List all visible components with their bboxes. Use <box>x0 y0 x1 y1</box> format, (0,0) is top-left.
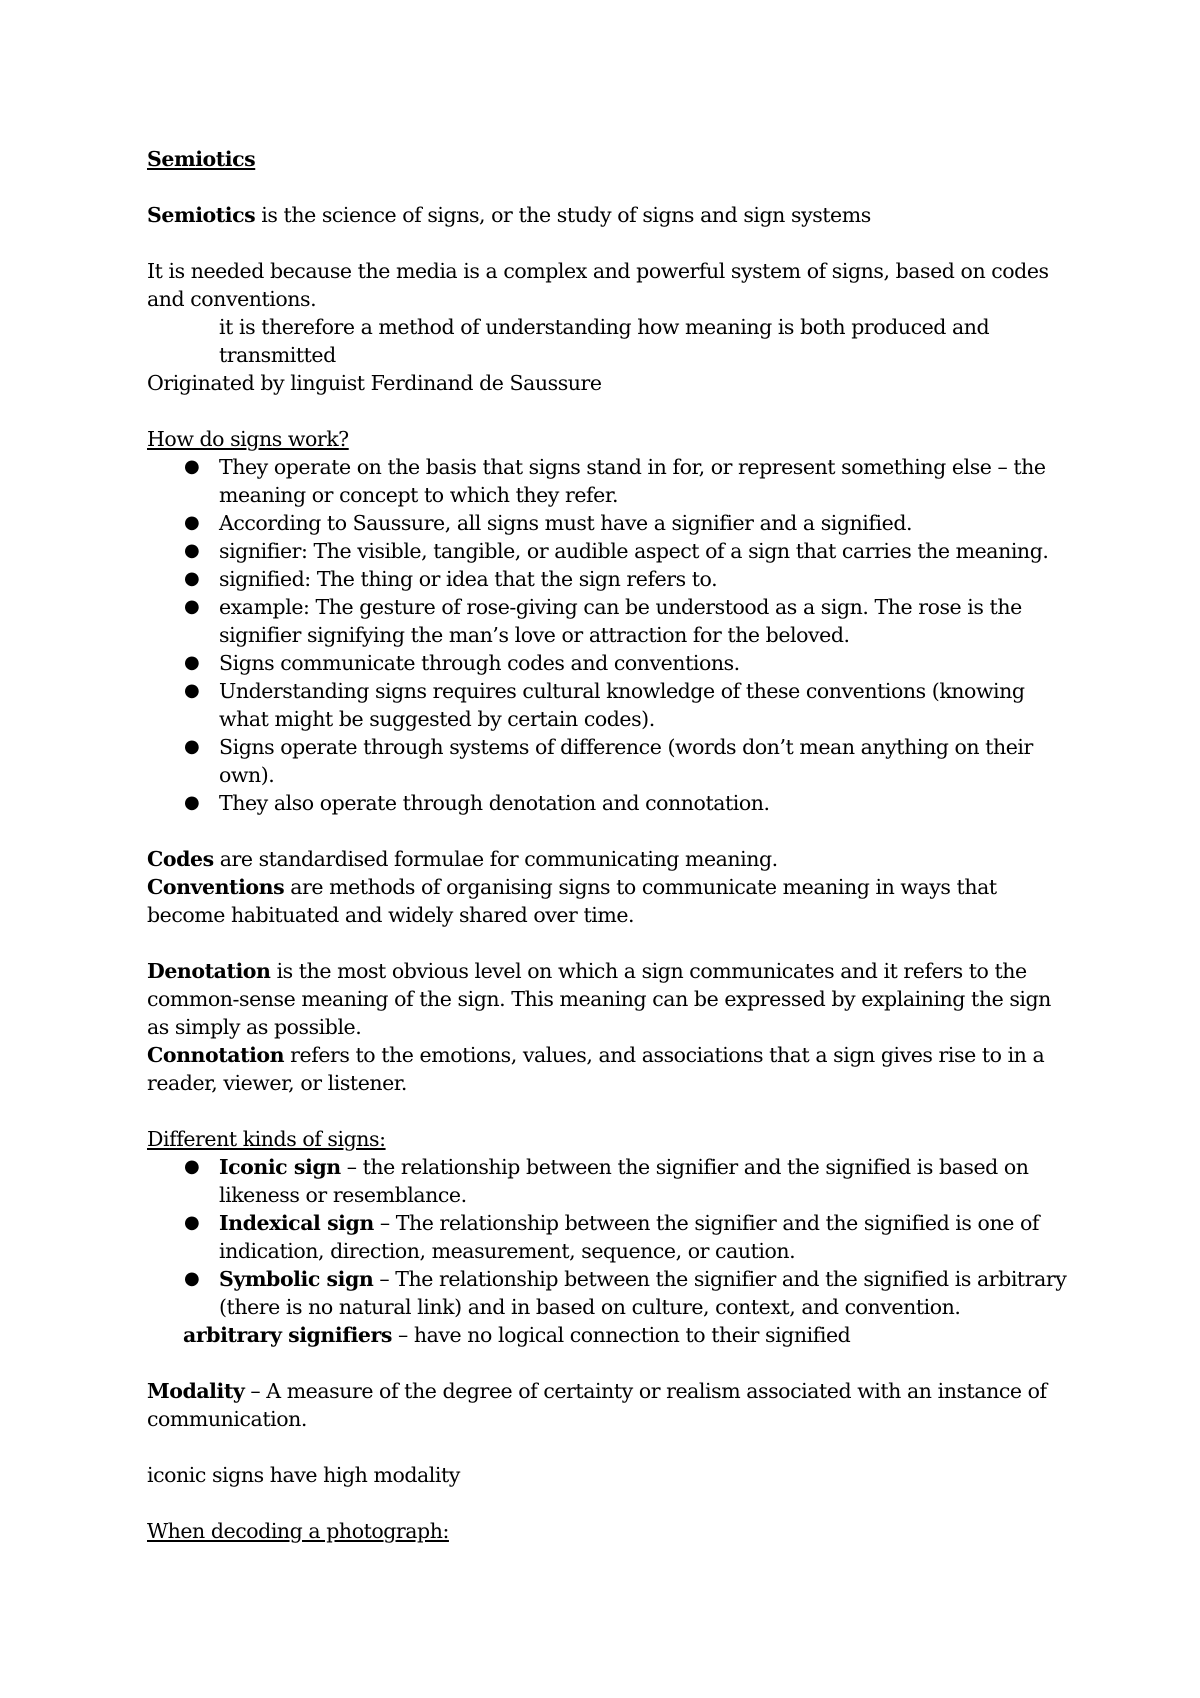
denotation-term: Denotation <box>147 959 271 983</box>
semiotics-definition <box>147 201 1067 229</box>
how-signs-work-list <box>147 453 1067 817</box>
connotation-term: Connotation <box>147 1043 285 1067</box>
kinds-of-signs-list <box>147 1153 1067 1321</box>
bullet-icon: ● <box>184 540 200 561</box>
bullet-icon: ● <box>184 652 200 673</box>
arbitrary-signifiers-note <box>147 1321 1067 1349</box>
modality-definition <box>147 1377 1067 1433</box>
bullet-icon: ● <box>184 792 200 813</box>
document-page <box>147 145 1067 1545</box>
list-item: ● example: The gesture of rose-giving can be understood as a sign. The rose is the signifier signifying the man’s love or attraction for the beloved. <box>184 595 1022 647</box>
intro-paragraph: It is needed because the media is a complex and powerful system of signs, based on codes and conventions. <box>147 259 1049 311</box>
how-signs-work-heading: How do signs work? <box>147 427 349 451</box>
denotation-definition <box>147 957 1067 1041</box>
intro-origin: Originated by linguist Ferdinand de Saussure <box>147 371 602 395</box>
conventions-term: Conventions <box>147 875 285 899</box>
photograph-heading: When decoding a photograph: <box>147 1519 449 1543</box>
list-item: ● Understanding signs requires cultural knowledge of these conventions (knowing what might be suggested by certain codes). <box>184 679 1025 731</box>
list-item: ● Iconic sign – the relationship between the signifier and the signified is based on likeness or resemblance. <box>184 1155 1029 1207</box>
bullet-icon: ● <box>184 736 200 757</box>
arbitrary-term: arbitrary signifiers <box>183 1323 392 1347</box>
list-item: ● They also operate through denotation and connotation. <box>184 791 770 815</box>
definition-text: is the science of signs, or the study of signs and sign systems <box>255 203 871 227</box>
intro-indented: it is therefore a method of understanding how meaning is both produced and transmitted <box>219 315 990 367</box>
list-item: ● signified: The thing or idea that the sign refers to. <box>184 567 718 591</box>
bullet-icon: ● <box>184 512 200 533</box>
bullet-icon: ● <box>184 1268 200 1289</box>
conventions-definition <box>147 873 1067 929</box>
list-item: ● Signs operate through systems of difference (words don’t mean anything on their own). <box>184 735 1033 787</box>
bullet-icon: ● <box>184 1212 200 1233</box>
codes-definition <box>147 845 1067 873</box>
list-item: ● They operate on the basis that signs stand in for, or represent something else – the meaning or concept to which they refer. <box>184 455 1046 507</box>
modality-term: Modality <box>147 1379 245 1403</box>
bullet-icon: ● <box>184 456 200 477</box>
list-item: ● According to Saussure, all signs must have a signifier and a signified. <box>184 511 913 535</box>
definition-term: Semiotics <box>147 203 256 227</box>
arbitrary-text: – have no logical connection to their signified <box>391 1323 851 1347</box>
bullet-icon: ● <box>184 596 200 617</box>
connotation-text: refers to the emotions, values, and associations that a sign gives rise to in a reader, viewer, or listener. <box>147 1043 1045 1095</box>
list-item: ● Signs communicate through codes and conventions. <box>184 651 740 675</box>
modality-text: – A measure of the degree of certainty or realism associated with an instance of communication. <box>147 1379 1047 1431</box>
list-item: ● Symbolic sign – The relationship between the signifier and the signified is arbitrary (there is no natural link) and in based on culture, context, and convention. <box>184 1267 1067 1319</box>
conventions-text: are methods of organising signs to communicate meaning in ways that become habituated and widely shared over time. <box>147 875 997 927</box>
connotation-definition <box>147 1041 1067 1097</box>
list-item: ● Indexical sign – The relationship between the signifier and the signified is one of indication, direction, measurement, sequence, or caution. <box>184 1211 1039 1263</box>
denotation-text: is the most obvious level on which a sign communicates and it refers to the common-sense meaning of the sign. This meaning can be expressed by explaining the sign as simply as possible. <box>147 959 1051 1039</box>
list-item: ● signifier: The visible, tangible, or audible aspect of a sign that carries the meaning. <box>184 539 1049 563</box>
codes-term: Codes <box>147 847 214 871</box>
kinds-of-signs-heading: Different kinds of signs: <box>147 1127 386 1151</box>
page-title: Semiotics <box>147 147 256 171</box>
bullet-icon: ● <box>184 568 200 589</box>
codes-text: are standardised formulae for communicating meaning. <box>213 847 778 871</box>
bullet-icon: ● <box>184 680 200 701</box>
iconic-modality-note: iconic signs have high modality <box>147 1463 460 1487</box>
bullet-icon: ● <box>184 1156 200 1177</box>
